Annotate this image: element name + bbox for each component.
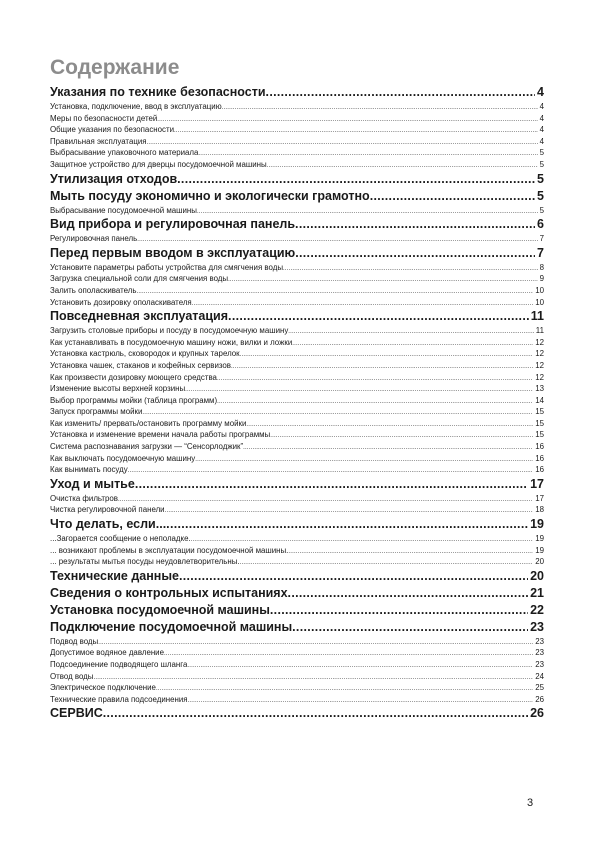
toc-entry-page: 4 [539,113,544,123]
toc-entry[interactable] [50,383,544,395]
toc-entry-page: 19 [535,534,544,544]
toc-entry[interactable] [50,493,544,505]
dot-leader [177,171,535,188]
toc-entry-page: 8 [539,262,544,272]
toc-entry[interactable] [50,441,544,453]
toc-entry-page: 23 [535,648,544,658]
toc-entry-title: Допустимое водяное давление [50,648,164,658]
toc-entry-title: Установка кастрюль, сковородок и крупных тарелок [50,349,240,359]
toc-entry-title: Выбор программы мойки (таблица программ) [50,395,218,405]
toc-entry[interactable] [50,556,544,568]
toc-entry[interactable] [50,113,544,125]
toc-entry[interactable] [50,233,544,245]
toc-section[interactable] [50,84,544,101]
toc-entry-title: Загрузка специальной соли для смягчения воды [50,274,229,284]
toc-entry-title: Общие указания по безопасности [50,125,174,135]
toc-section[interactable] [50,602,544,619]
toc-section-page: 6 [537,217,544,232]
toc-entry[interactable] [50,682,544,694]
toc-entry-title: Выбрасывание посудомоечной машины [50,205,197,215]
dot-leader [98,638,533,648]
dot-leader [295,216,535,233]
toc-entry-title: Подсоединение подводящего шланга [50,660,188,669]
dot-leader [231,362,533,372]
toc-entry[interactable] [50,159,544,171]
toc-entry[interactable] [50,136,544,148]
toc-entry-page: 19 [535,545,544,555]
toc-section-title: Сведения о контрольных испытаниях [50,585,288,600]
toc-entry-page: 26 [535,694,544,704]
toc-entry[interactable] [50,453,544,465]
dot-leader [217,374,533,384]
dot-leader [228,308,529,325]
toc-entry-title: Установите параметры работы устройства для смягчения воды [50,262,283,272]
toc-entry[interactable] [50,671,544,683]
dot-leader [187,661,533,671]
toc-section-page: 17 [530,476,544,491]
toc-entry-title: Очистка фильтров [50,493,119,503]
dot-leader [195,455,533,465]
toc-section-title: Мыть посуду экономично и экологически грамотно [50,188,370,203]
toc-section[interactable] [50,171,544,188]
dot-leader [142,408,533,418]
toc-entry[interactable] [50,659,544,671]
dot-leader [222,103,538,113]
toc-entry-title: ...Загорается сообщение о неполадке. [50,534,191,544]
toc-entry-title: Технические правила подсоединения [50,694,188,704]
toc-entry-page: 14 [535,395,544,405]
toc-entry[interactable] [50,337,544,349]
toc-entry-title: Изменение высоты верхней корзины [50,384,186,394]
toc-entry[interactable] [50,418,544,430]
toc-entry-title: Как устанавливать в посудомоечную машину ножи, вилки и ложки [50,337,293,347]
toc-entry-page: 4 [539,136,544,146]
toc-entry[interactable] [50,147,544,159]
toc-entry-title: Система распознавания загрузки — “Сенсорлоджик” [50,442,244,452]
toc-section[interactable] [50,476,544,493]
toc-section-title: Вид прибора и регулировочная панель [50,217,296,232]
toc-section-page: 19 [530,517,544,532]
dot-leader [283,264,538,274]
toc-entry-title: Загрузить столовые приборы и посуду в посудомоечную машину [50,326,289,336]
toc-entry-title: Отвод воды [50,671,94,681]
toc-entry-title: ... результаты мытья посуды неудовлетворительны. [50,557,240,567]
dot-leader [179,568,528,585]
toc-section-title: Подключение посудомоечной машины [50,619,293,634]
toc-section-page: 5 [537,171,544,186]
dot-leader [147,138,538,148]
toc-entry[interactable] [50,124,544,136]
table-of-contents [50,84,544,722]
toc-entry[interactable] [50,429,544,441]
dot-leader [128,466,534,476]
toc-entry-title: Защитное устройство для дверцы посудомоечной машины [50,159,267,169]
dot-leader [267,161,538,171]
toc-entry-page: 10 [535,297,544,307]
toc-entry-page: 9 [539,274,544,284]
toc-section[interactable] [50,188,544,205]
toc-entry[interactable] [50,694,544,706]
page-number: 3 [527,797,534,809]
dot-leader [136,287,533,297]
dot-leader [292,339,533,349]
toc-entry[interactable] [50,325,544,337]
dot-leader [240,350,534,360]
toc-section-title: Утилизация отходов [50,171,178,186]
toc-entry[interactable] [50,395,544,407]
toc-section-page: 26 [530,706,544,721]
toc-entry-title: Подвод воды [50,636,99,646]
dot-leader [270,431,533,441]
toc-section[interactable] [50,308,544,325]
toc-entry[interactable] [50,372,544,384]
toc-entry-title: Установка и изменение времени начала работы программы [50,430,271,440]
toc-section-title: Перед первым вводом в эксплуатацию [50,245,296,260]
toc-entry[interactable] [50,297,544,309]
dot-leader [185,385,533,395]
toc-entry-title: Запуск программы мойки [50,407,143,417]
toc-entry[interactable] [50,545,544,557]
toc-entry-page: 15 [535,407,544,417]
toc-section-title: Технические данные [50,568,179,583]
dot-leader [166,516,528,533]
toc-entry-page: 16 [535,442,544,452]
page-title: Содержание [50,56,180,79]
toc-entry-page: 23 [535,636,544,646]
toc-entry[interactable] [50,504,544,516]
toc-entry[interactable] [50,406,544,418]
toc-entry-page: 5 [539,148,544,158]
toc-entry-title: Правильная эксплуатация [50,136,147,146]
toc-section[interactable] [50,516,544,533]
dot-leader [188,696,534,706]
toc-section-title: Установка посудомоечной машины [50,602,270,617]
toc-entry-page: 16 [535,465,544,475]
toc-section-title: Повседневная эксплуатация [50,309,229,324]
toc-entry-title: Как произвести дозировку моющего средства [50,372,217,382]
toc-entry[interactable] [50,273,544,285]
toc-entry-page: 4 [539,102,544,111]
dot-leader [192,299,534,309]
toc-entry-page: 11 [535,326,544,336]
dot-leader [93,673,533,683]
toc-section[interactable] [50,619,544,636]
toc-entry-page: 17 [535,493,544,503]
dot-leader [118,495,533,505]
toc-section[interactable] [50,245,544,262]
toc-entry-page: 12 [535,337,544,347]
toc-entry-title: Установка чашек, стаканов и кофейных сервизов [50,360,231,370]
toc-section-title: Что делать, если... [50,517,167,532]
toc-entry[interactable] [50,348,544,360]
toc-section-page: 7 [537,245,544,260]
toc-entry-page: 18 [535,505,544,515]
toc-entry-title: Регулировочная панель [50,234,138,244]
toc-entry-page: 23 [535,660,544,669]
toc-section[interactable] [50,585,544,602]
dot-leader [217,397,533,407]
toc-section-page: 22 [530,602,544,617]
toc-entry[interactable] [50,205,544,217]
dot-leader [156,684,533,694]
toc-entry[interactable] [50,464,544,476]
dot-leader [288,547,533,557]
toc-entry-page: 25 [535,683,544,693]
dot-leader [288,327,534,337]
toc-section-title: Указания по технике безопасности [50,85,266,99]
toc-entry-title: Чистка регулировочной панели [50,505,165,515]
toc-section-title: Уход и мытье [50,476,135,491]
toc-entry-page: 5 [539,205,544,215]
toc-entry[interactable] [50,647,544,659]
toc-section[interactable] [50,568,544,585]
dot-leader [164,649,533,659]
toc-entry-title: Электрическое подключение [50,683,156,693]
dot-leader [292,619,528,636]
toc-entry[interactable] [50,285,544,297]
toc-entry[interactable] [50,636,544,648]
toc-entry-page: 12 [535,372,544,382]
toc-entry-title: Как выключать посудомоечную машину [50,453,196,463]
dot-leader [240,558,534,568]
toc-entry-page: 12 [535,360,544,370]
toc-entry-page: 16 [535,453,544,463]
toc-entry-page: 12 [535,349,544,359]
toc-section-page: 21 [530,585,544,600]
toc-entry-title: ... возникают проблемы в эксплуатации посудомоечной машины. [50,545,289,555]
dot-leader [370,188,535,205]
toc-entry[interactable] [50,101,544,113]
dot-leader [191,535,534,545]
toc-entry-page: 20 [535,557,544,567]
toc-section-page: 23 [530,619,544,634]
toc-entry[interactable] [50,262,544,274]
toc-entry-title: Выбрасывание упаковочного материала [50,148,199,158]
toc-entry-title: Как вынимать посуду [50,465,128,475]
toc-entry-page: 15 [535,418,544,428]
toc-entry-title: Залить ополаскиватель [50,285,137,295]
dot-leader [243,443,533,453]
dot-leader [165,506,534,516]
toc-page [50,56,544,722]
dot-leader [246,420,533,430]
toc-section-page: 20 [530,568,544,583]
toc-entry-page: 10 [535,285,544,295]
dot-leader [266,84,536,101]
dot-leader [157,115,537,125]
toc-entry-page: 13 [535,384,544,394]
toc-entry-title: Как изменить/ прервать/остановить программу мойки [50,418,247,428]
toc-section-page: 4 [537,85,544,99]
dot-leader [198,149,537,159]
toc-section[interactable] [50,705,544,722]
toc-entry-page: 7 [539,234,544,244]
toc-section-page: 11 [530,309,544,324]
toc-entry[interactable] [50,360,544,372]
toc-entry-page: 5 [539,159,544,169]
dot-leader [228,275,538,285]
toc-entry-page: 15 [535,430,544,440]
toc-section-title: СЕРВИС [50,706,103,721]
toc-entry-page: 4 [539,125,544,135]
dot-leader [103,705,528,722]
toc-section-page: 5 [537,188,544,203]
toc-entry-title: Установка, подключение, ввод в эксплуатацию [50,102,222,111]
dot-leader [197,207,538,217]
dot-leader [135,476,528,493]
dot-leader [137,235,537,245]
toc-entry-page: 24 [535,671,544,681]
toc-entry[interactable] [50,533,544,545]
toc-entry-title: Меры по безопасности детей [50,113,158,123]
toc-entry-title: Установить дозировку ополаскивателя [50,297,192,307]
dot-leader [270,602,528,619]
dot-leader [288,585,529,602]
dot-leader [295,245,535,262]
toc-section[interactable] [50,216,544,233]
dot-leader [174,126,538,136]
